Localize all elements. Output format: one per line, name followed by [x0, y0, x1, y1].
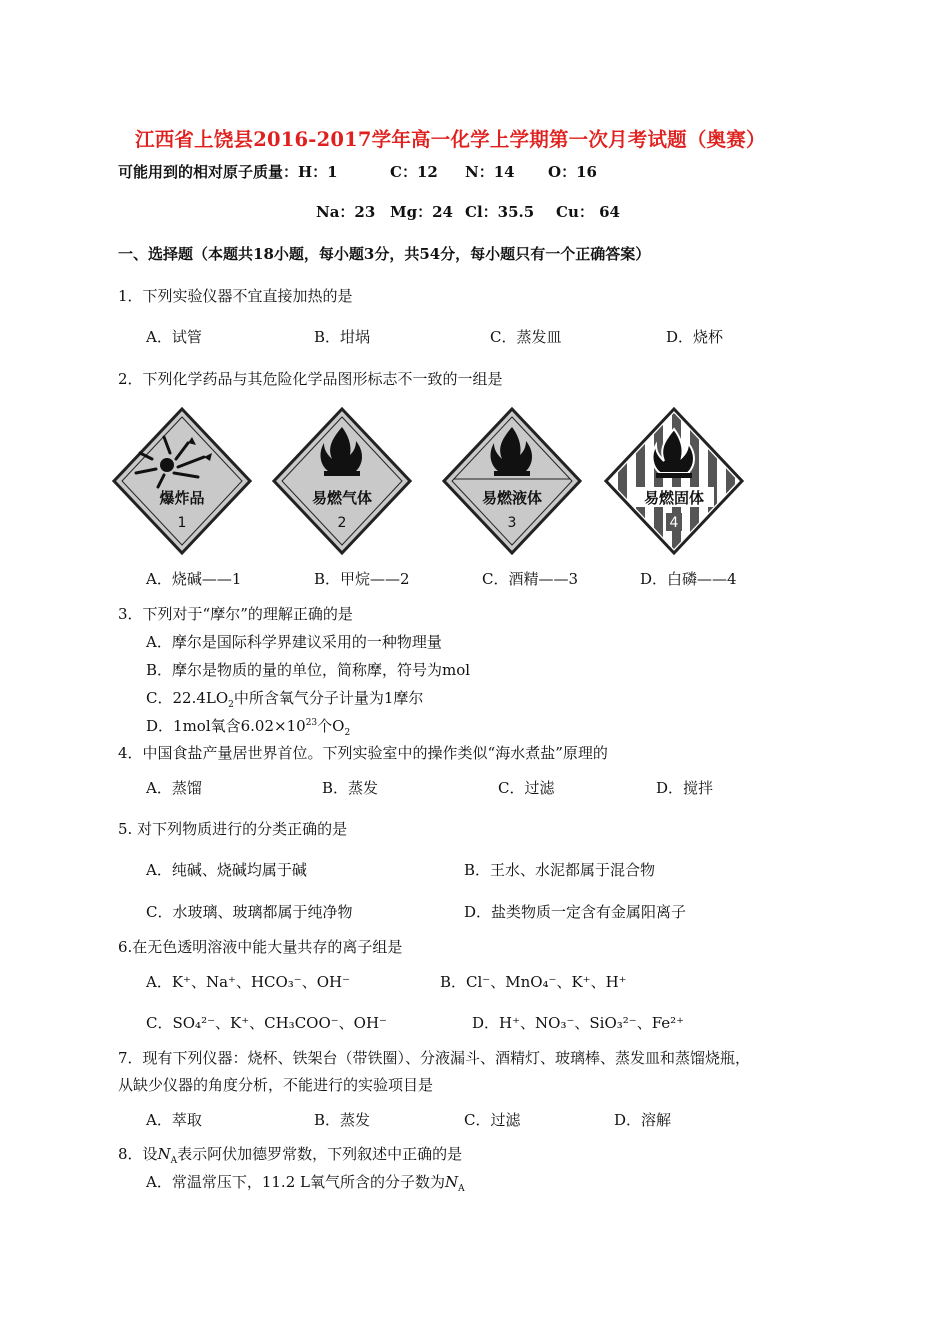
q5-stem: 5. 对下列物质进行的分类正确的是 [118, 820, 348, 838]
section-heading: 一、选择题（本题共18小题，每小题3分，共54分，每小题只有一个正确答案） [118, 245, 651, 263]
q1-option-a: A．试管 [146, 328, 202, 346]
atomic-mass-h: H：1 [298, 163, 338, 181]
q3-option-c [146, 688, 423, 708]
q7-option-a: A．萃取 [146, 1111, 202, 1129]
q5-option-c: C．水玻璃、玻璃都属于纯净物 [146, 903, 353, 921]
q1-stem: 1．下列实验仪器不宜直接加热的是 [118, 287, 353, 305]
q2-stem: 2．下列化学药品与其危险化学品图形标志不一致的一组是 [118, 370, 503, 388]
q3-d-sup: 23 [305, 718, 318, 728]
sign-label: 易燃液体 [481, 489, 542, 507]
sign-label: 易燃固体 [643, 489, 704, 507]
q7-stem-line2: 从缺少仪器的角度分析，不能进行的实验项目是 [118, 1076, 434, 1094]
atomic-mass-mg: Mg：24 [390, 203, 453, 221]
atomic-mass-o: O：16 [548, 163, 597, 181]
explosion-icon [112, 407, 252, 555]
q8-na-sub: A [170, 1156, 178, 1166]
q8-na-symbol: N [157, 1145, 171, 1163]
q3-c-text-post: 中所含氧气分子计量为1摩尔 [233, 689, 424, 707]
sign-number: 1 [177, 515, 187, 531]
q4-stem: 4．中国食盐产量居世界首位。下列实验室中的操作类似“海水煮盐”原理的 [118, 744, 608, 762]
atomic-mass-c: C：12 [390, 163, 438, 181]
sign-number: 2 [337, 515, 347, 531]
q3-option-a: A．摩尔是国际科学界建议采用的一种物理量 [146, 633, 442, 651]
flame-icon [272, 407, 412, 555]
q2-option-b: B．甲烷——2 [314, 570, 410, 588]
q4-option-b: B．蒸发 [322, 779, 379, 797]
flame-icon [442, 407, 582, 555]
q8-option-a [146, 1172, 465, 1192]
hazard-sign-flammable-solid [604, 407, 744, 555]
q5-option-a: A．纯碱、烧碱均属于碱 [146, 861, 307, 879]
q3-d-sub: 2 [344, 728, 351, 738]
atomic-mass-label: 可能用到的相对原子质量： [118, 163, 299, 181]
q3-d-text: D．1mol氧含6.02×10 [146, 717, 306, 735]
q3-option-b: B．摩尔是物质的量的单位，简称摩，符号为mol [146, 661, 471, 679]
q8-stem [118, 1144, 462, 1164]
flame-icon [604, 407, 744, 555]
q3-option-d [146, 716, 350, 736]
q3-d-text-mid: 个O [317, 717, 345, 735]
q4-option-a: A．蒸馏 [146, 779, 202, 797]
q4-option-d: D．搅拌 [656, 779, 714, 797]
q5-option-b: B．王水、水泥都属于混合物 [464, 861, 656, 879]
q2-option-d: D．白磷——4 [640, 570, 737, 588]
sign-number: 3 [507, 515, 517, 531]
hazard-sign-explosive [112, 407, 252, 555]
sign-label: 爆炸品 [159, 489, 205, 507]
q8-a-text: A．常温常压下，11.2 L氧气所含的分子数为 [146, 1173, 445, 1191]
q4-option-c: C．过滤 [498, 779, 555, 797]
atomic-mass-n: N：14 [465, 163, 515, 181]
q8-stem-pre: 8．设 [118, 1145, 158, 1163]
q8-a-na-sub: A [458, 1184, 465, 1194]
q1-option-c: C．蒸发皿 [490, 328, 562, 346]
q5-option-d: D．盐类物质一定含有金属阳离子 [464, 903, 687, 921]
q2-option-a: A．烧碱——1 [146, 570, 242, 588]
q7-option-c: C．过滤 [464, 1111, 521, 1129]
hazard-sign-flammable-liquid [442, 407, 582, 555]
q6-option-b: B．Cl⁻、MnO₄⁻、K⁺、H⁺ [440, 973, 627, 991]
q3-c-text: C．22.4LO [146, 689, 229, 707]
q6-option-d: D．H⁺、NO₃⁻、SiO₃²⁻、Fe²⁺ [472, 1014, 685, 1032]
hazard-signs [112, 407, 752, 557]
q8-a-na-symbol: N [444, 1173, 459, 1191]
atomic-mass-na: Na：23 [316, 203, 376, 221]
sign-label: 易燃气体 [311, 489, 372, 507]
q3-c-sub: 2 [228, 700, 234, 710]
q7-stem-line1: 7．现有下列仪器：烧杯、铁架台（带铁圈）、分液漏斗、酒精灯、玻璃棒、蒸发皿和蒸馏烧瓶， [118, 1049, 751, 1067]
sign-number: 4 [669, 515, 679, 531]
q6-option-c: C．SO₄²⁻、K⁺、CH₃COO⁻、OH⁻ [146, 1014, 387, 1032]
page-title: 江西省上饶县2016-2017学年高一化学上学期第一次月考试题（奥赛） [135, 128, 766, 151]
q1-option-d: D．烧杯 [666, 328, 724, 346]
q1-option-b: B．坩埚 [314, 328, 371, 346]
atomic-mass-cu: Cu： 64 [556, 203, 620, 221]
hazard-sign-flammable-gas [272, 407, 412, 555]
q7-option-b: B．蒸发 [314, 1111, 371, 1129]
q6-stem: 6.在无色透明溶液中能大量共存的离子组是 [118, 938, 403, 956]
q8-stem-post: 表示阿伏加德罗常数，下列叙述中正确的是 [177, 1145, 463, 1163]
q3-stem: 3．下列对于“摩尔”的理解正确的是 [118, 605, 353, 623]
q2-option-c: C．酒精——3 [482, 570, 579, 588]
atomic-mass-cl: Cl：35.5 [465, 203, 535, 221]
q6-option-a: A．K⁺、Na⁺、HCO₃⁻、OH⁻ [146, 973, 351, 991]
q7-option-d: D．溶解 [614, 1111, 672, 1129]
